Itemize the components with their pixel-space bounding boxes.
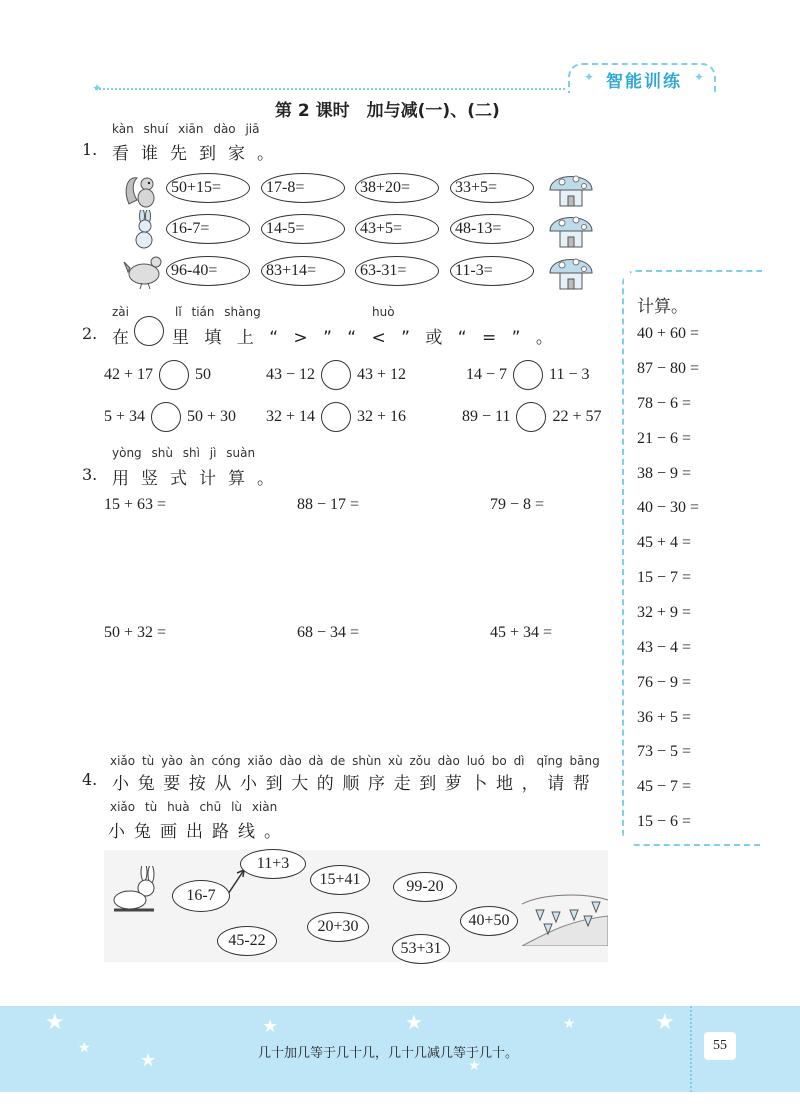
squirrel-icon bbox=[123, 170, 159, 210]
side-item: 15 − 7 = bbox=[637, 569, 692, 586]
mushroom-house-icon bbox=[546, 251, 596, 295]
route-oval: 40+50 bbox=[460, 906, 518, 936]
footer-divider bbox=[690, 1006, 692, 1092]
side-item: 21 − 6 = bbox=[637, 430, 692, 447]
footer-star-icon: ★ bbox=[468, 1058, 481, 1074]
footer-star-icon: ★ bbox=[405, 1010, 423, 1034]
q3-pinyin: yòng shù shì jì suàn bbox=[112, 446, 256, 460]
q2-pinyin-li: lǐ tián shàng bbox=[175, 305, 261, 319]
q2-left: 14 − 7 bbox=[466, 366, 508, 383]
route-oval: 99-20 bbox=[393, 872, 457, 902]
q2-text-rest: 里 填 上 “ > ” “ < ” 或 “ = ” 。 bbox=[172, 328, 553, 348]
q2-item bbox=[104, 400, 236, 434]
q1-oval: 50+15= bbox=[166, 173, 250, 203]
q1-oval: 16-7= bbox=[166, 214, 250, 244]
radish-field-icon bbox=[522, 890, 608, 950]
badge-star-left-icon: ✦ bbox=[584, 70, 595, 84]
q3-expr: 45 + 34 = bbox=[490, 624, 553, 641]
side-item: 45 + 4 = bbox=[637, 534, 692, 551]
side-item: 73 − 5 = bbox=[637, 743, 692, 760]
q1-oval: 96-40= bbox=[166, 256, 250, 286]
header-star-icon: ✦ bbox=[92, 81, 103, 95]
side-item: 40 + 60 = bbox=[637, 325, 700, 342]
badge-star-right-icon: ✦ bbox=[693, 70, 704, 84]
q4-number: 4. bbox=[82, 770, 98, 789]
q1-oval: 63-31= bbox=[355, 256, 439, 286]
q2-blank-circle bbox=[134, 316, 164, 346]
side-item: 36 + 5 = bbox=[637, 709, 692, 726]
lesson-title: 第 2 课时 加与减(一)、(二) bbox=[275, 101, 500, 121]
footer-star-icon: ★ bbox=[262, 1016, 279, 1037]
q2-pinyin-zai: zài bbox=[112, 305, 129, 319]
mushroom-house-icon bbox=[546, 209, 596, 253]
q2-item bbox=[266, 400, 406, 434]
compare-circle[interactable] bbox=[321, 360, 351, 390]
q2-left: 43 − 12 bbox=[266, 366, 316, 383]
page-number: 55 bbox=[704, 1032, 736, 1060]
q1-oval: 17-8= bbox=[261, 173, 345, 203]
footer-star-icon: ★ bbox=[563, 1016, 576, 1032]
q2-right: 50 bbox=[195, 366, 212, 383]
hen-icon bbox=[122, 252, 164, 290]
side-title: 计算。 bbox=[637, 297, 688, 317]
footer-star-icon: ★ bbox=[140, 1050, 157, 1071]
q1-oval: 38+20= bbox=[355, 173, 439, 203]
q1-oval: 14-5= bbox=[261, 214, 345, 244]
q2-right: 22 + 57 bbox=[552, 408, 602, 425]
q2-item bbox=[104, 358, 211, 392]
q4-text-line1: 小兔要按从小到大的顺序走到萝卜地，请帮 bbox=[112, 774, 599, 794]
q2-right: 11 − 3 bbox=[549, 366, 590, 383]
route-oval: 20+30 bbox=[307, 912, 369, 942]
q3-expr: 15 + 63 = bbox=[104, 496, 167, 513]
q1-pinyin: kàn shuí xiān dào jiā bbox=[112, 122, 260, 136]
q3-expr: 88 − 17 = bbox=[297, 496, 360, 513]
route-oval: 16-7 bbox=[172, 880, 230, 912]
q2-right: 32 + 16 bbox=[357, 408, 407, 425]
bunny-icon bbox=[104, 866, 164, 922]
q2-text-zai: 在 bbox=[112, 328, 129, 348]
q2-pinyin-huo: huò bbox=[372, 305, 395, 319]
q3-expr: 79 − 8 = bbox=[490, 496, 545, 513]
mushroom-house-icon bbox=[546, 168, 596, 212]
q2-right: 50 + 30 bbox=[187, 408, 237, 425]
q2-number: 2. bbox=[82, 324, 98, 343]
side-item: 43 − 4 = bbox=[637, 639, 692, 656]
side-panel-inner-border bbox=[624, 272, 630, 844]
q2-item bbox=[466, 358, 589, 392]
route-oval: 15+41 bbox=[310, 865, 370, 895]
q2-left: 32 + 14 bbox=[266, 408, 316, 425]
side-item: 87 − 80 = bbox=[637, 360, 700, 377]
side-item: 45 − 7 = bbox=[637, 778, 692, 795]
q2-right: 43 + 12 bbox=[357, 366, 407, 383]
footer-tip: 几十加几等于几十几，几十几减几等于几十。 bbox=[258, 1046, 519, 1061]
q1-oval: 83+14= bbox=[261, 256, 345, 286]
compare-circle[interactable] bbox=[513, 360, 543, 390]
q1-oval: 33+5= bbox=[450, 173, 534, 203]
q3-expr: 68 − 34 = bbox=[297, 624, 360, 641]
q1-oval: 43+5= bbox=[355, 214, 439, 244]
route-oval: 45-22 bbox=[217, 926, 277, 956]
q4-text-line2: 小兔画出路线。 bbox=[108, 822, 290, 842]
q4-pinyin-line1: xiǎo tù yào àn cóng xiǎo dào dà de shùn xù zǒu dào luó bo dì qǐng bāng bbox=[110, 754, 600, 768]
side-item: 15 − 6 = bbox=[637, 813, 692, 830]
route-oval: 11+3 bbox=[240, 849, 306, 879]
rabbit-icon bbox=[128, 210, 160, 250]
q3-expr: 50 + 32 = bbox=[104, 624, 167, 641]
q1-oval: 11-3= bbox=[450, 256, 534, 286]
side-item: 78 − 6 = bbox=[637, 395, 692, 412]
header-badge bbox=[568, 63, 716, 93]
compare-circle[interactable] bbox=[321, 402, 351, 432]
badge-text: 智能训练 bbox=[606, 72, 682, 92]
q2-item bbox=[462, 400, 601, 434]
q2-left: 5 + 34 bbox=[104, 408, 146, 425]
side-item: 38 − 9 = bbox=[637, 465, 692, 482]
side-item: 32 + 9 = bbox=[637, 604, 692, 621]
footer-star-icon: ★ bbox=[78, 1040, 91, 1056]
q2-item bbox=[266, 358, 406, 392]
side-item: 40 − 30 = bbox=[637, 499, 700, 516]
compare-circle[interactable] bbox=[151, 402, 181, 432]
q2-left: 42 + 17 bbox=[104, 366, 154, 383]
q3-number: 3. bbox=[82, 465, 98, 484]
q1-number: 1. bbox=[82, 140, 98, 159]
route-oval: 53+31 bbox=[392, 934, 450, 964]
side-item: 76 − 9 = bbox=[637, 674, 692, 691]
compare-circle[interactable] bbox=[516, 402, 546, 432]
q3-text: 用竖式计算。 bbox=[112, 469, 286, 489]
footer-star-icon: ★ bbox=[45, 1010, 65, 1035]
q2-left: 89 − 11 bbox=[462, 408, 511, 425]
compare-circle[interactable] bbox=[159, 360, 189, 390]
q1-text: 看谁先到家。 bbox=[112, 144, 286, 164]
q4-pinyin-line2: xiǎo tù huà chū lù xiàn bbox=[110, 800, 278, 814]
q1-oval: 48-13= bbox=[450, 214, 534, 244]
header-dotted-line bbox=[95, 88, 565, 90]
footer-star-icon: ★ bbox=[655, 1010, 675, 1035]
